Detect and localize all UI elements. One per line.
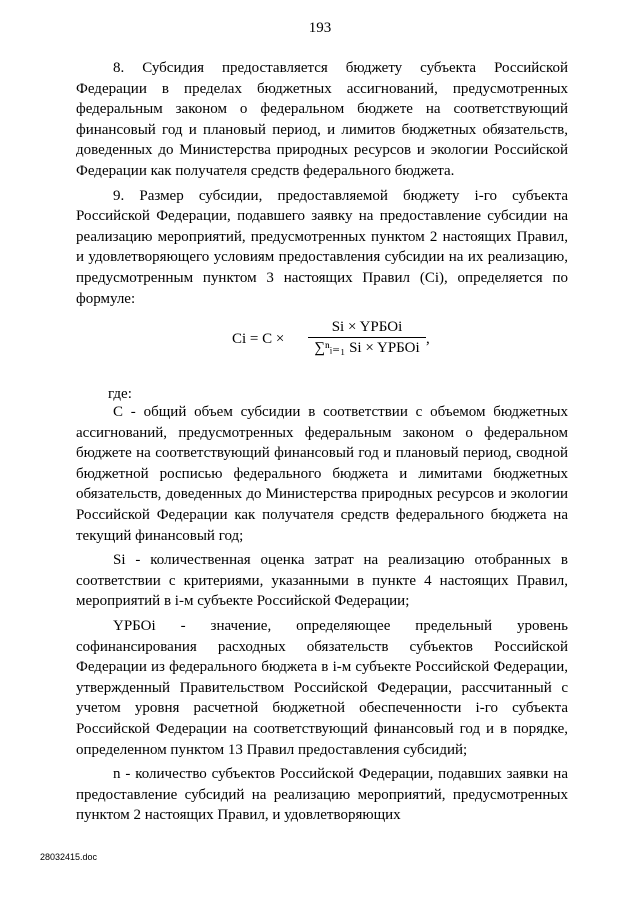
definition-n: n - количество субъектов Российской Федерации, подавших заявки на предоставление субсидий на реализацию мероприятий, предусмотренных пунктом 2 настоящих Правил, и удовлетворяющих xyxy=(76,766,568,824)
paragraph-9: 9. Размер субсидии, предоставляемой бюджету i-го субъекта Российской Федерации, подавшего заявку на предоставление субсидии на реализацию мероприятий, предусмотренных пунктом 2 настоящих Правил, и удовлетворяющего условиям предоставления субсидии на их реализацию, предусмотренным пунктом 3 настоящих Правил (Ci), определяется по формуле: xyxy=(76,187,568,307)
definition-si: Si - количественная оценка затрат на реализацию отобранных в соответствии с критериями, указанными в пункте 4 настоящих Правил, мероприятий в i-м субъекте Российской Федерации; xyxy=(76,552,568,610)
formula-fraction xyxy=(308,318,426,357)
formula-lhs: Ci = C × xyxy=(232,331,285,347)
subsidy-formula xyxy=(232,318,432,370)
file-id: 28032415.doc xyxy=(40,852,98,862)
definitions xyxy=(76,402,568,826)
definitions-intro: где: xyxy=(108,386,132,402)
formula-denominator: ∑ⁿᵢ₌₁ Si × YРБОi xyxy=(314,340,420,356)
formula-numerator: Si × YРБОi xyxy=(331,319,403,335)
definition-c: C - общий объем субсидии в соответствии с объемом бюджетных ассигнований, предусмотренных федеральным законом о федеральном бюджете на соответствующий финансовый год и плановый период, сводной бюджетной росписью федерального бюджета и лимитами бюджетных обязательств, доведенных до Министерства природных ресурсов и экологии Российской Федерации как получателя средств федерального бюджета на текущий финансовый год; xyxy=(76,404,568,544)
definition-yrbo: YРБОi - значение, определяющее предельный уровень софинансирования расходных обязательств субъектов Российской Федерации из федерального бюджета в i-м субъекте Российской Федерации, утвержденный Правительством Российской Федерации, рассчитанный с учетом уровня расчетной бюджетной обеспеченности i-го субъекта Российской Федерации на соответствующий финансовый год и в порядке, определенном пунктом 13 Правил предоставления субсидий; xyxy=(76,617,568,758)
paragraph-8: 8. Субсидия предоставляется бюджету субъекта Российской Федерации в пределах бюджетных ассигнований, предусмотренных федеральным законом о федеральном бюджете на соответствующий финансовый год и плановый период, и лимитов бюджетных обязательств, доведенных до Министерства природных ресурсов и экологии Российской Федерации как получателя средств федерального бюджета. xyxy=(76,60,568,179)
formula-trailing: , xyxy=(426,331,430,347)
page-number: 193 xyxy=(308,20,332,36)
fraction-bar xyxy=(308,337,426,338)
main-text xyxy=(76,58,568,309)
